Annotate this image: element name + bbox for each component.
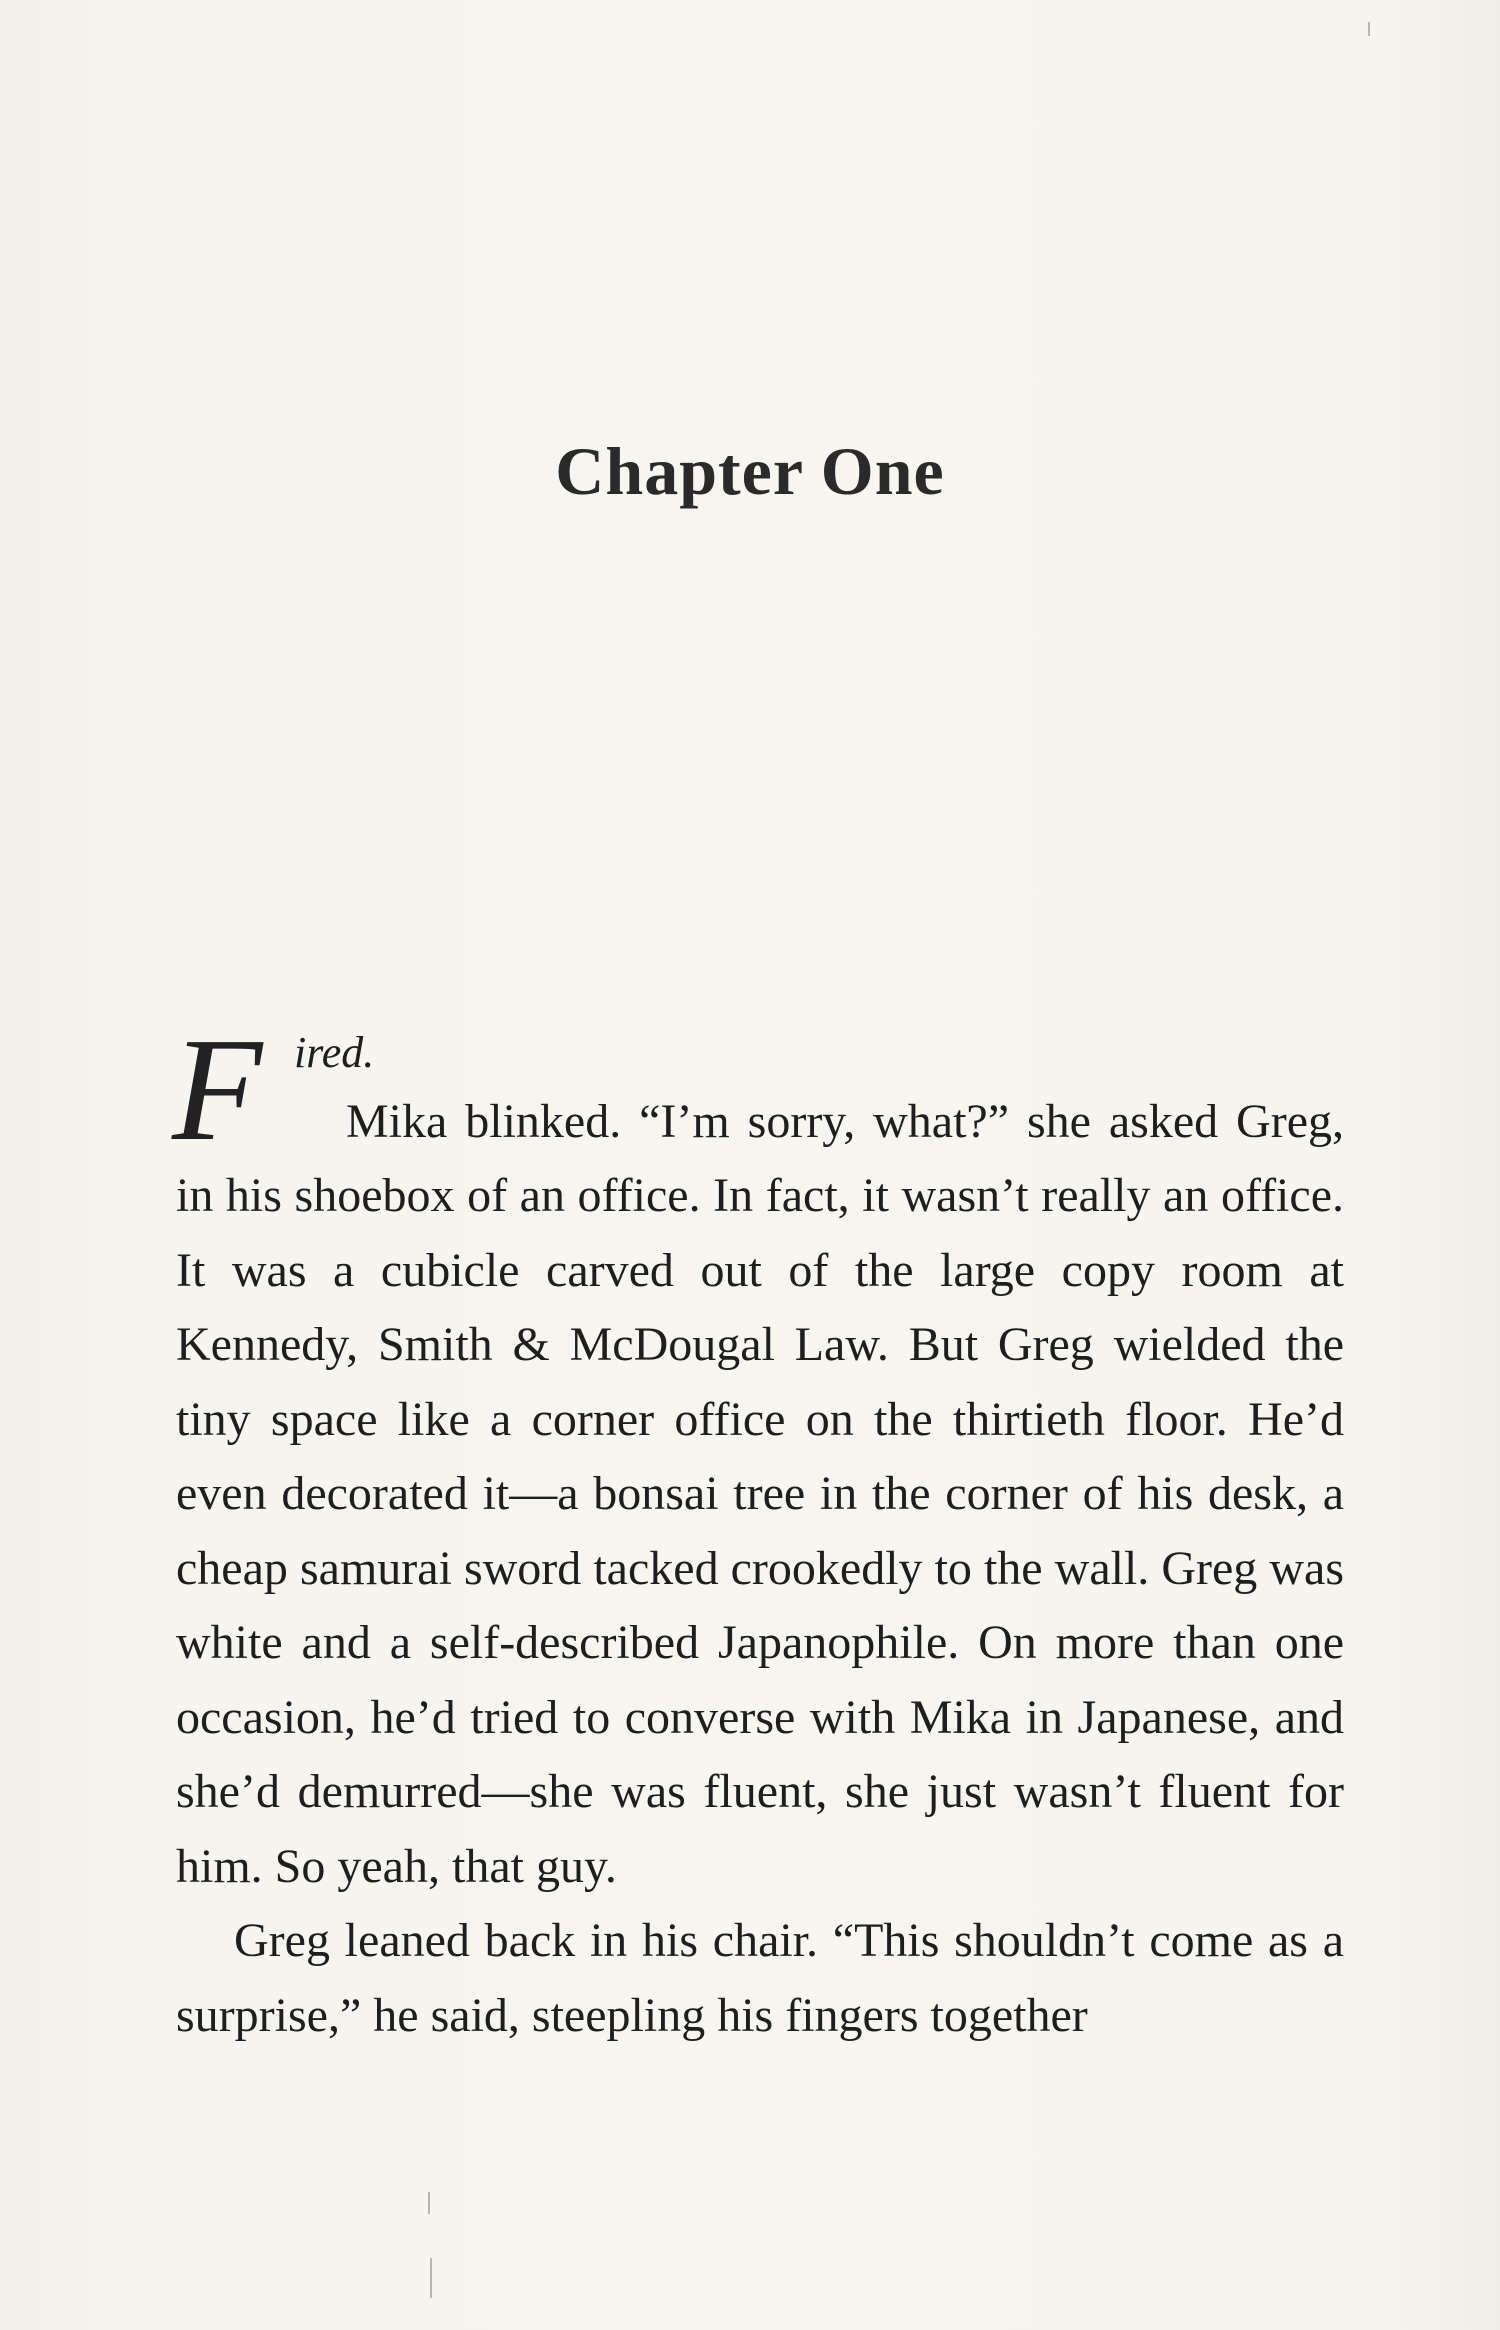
- drop-cap: F: [172, 1008, 263, 1172]
- chapter-title: Chapter One: [555, 433, 945, 509]
- paragraph: [176, 1085, 1344, 1905]
- paper-speck: [430, 2258, 432, 2298]
- paragraph-text: Mika blinked. “I’m sorry, what?” she asked Greg, in his shoebox of an office. In fact, it wasn’t really an office. It was a cubicle carved out of the large copy room at Kennedy, Smith & McDougal Law. But Greg wielded the tiny space like a corner office on the thirtieth floor. He’d even decorated it—a bonsai tree in the corner of his desk, a cheap samurai sword tacked crookedly to the wall. Greg was white and a self-described Japanophile. On more than one occasion, he’d tried to converse with Mika in Japanese, and she’d demurred—she was fluent, she just wasn’t fluent for him. So yeah, that guy.: [176, 1094, 1344, 1893]
- paper-speck: [428, 2192, 430, 2214]
- opening-word: ired.: [294, 1028, 375, 1077]
- paragraph: Greg leaned back in his chair. “This shouldn’t come as a surprise,” he said, steepling his fingers together: [176, 1914, 1344, 2042]
- chapter-body: [172, 1008, 1344, 2053]
- opening-line: [172, 1008, 1344, 1172]
- paper-speck: [1368, 22, 1370, 36]
